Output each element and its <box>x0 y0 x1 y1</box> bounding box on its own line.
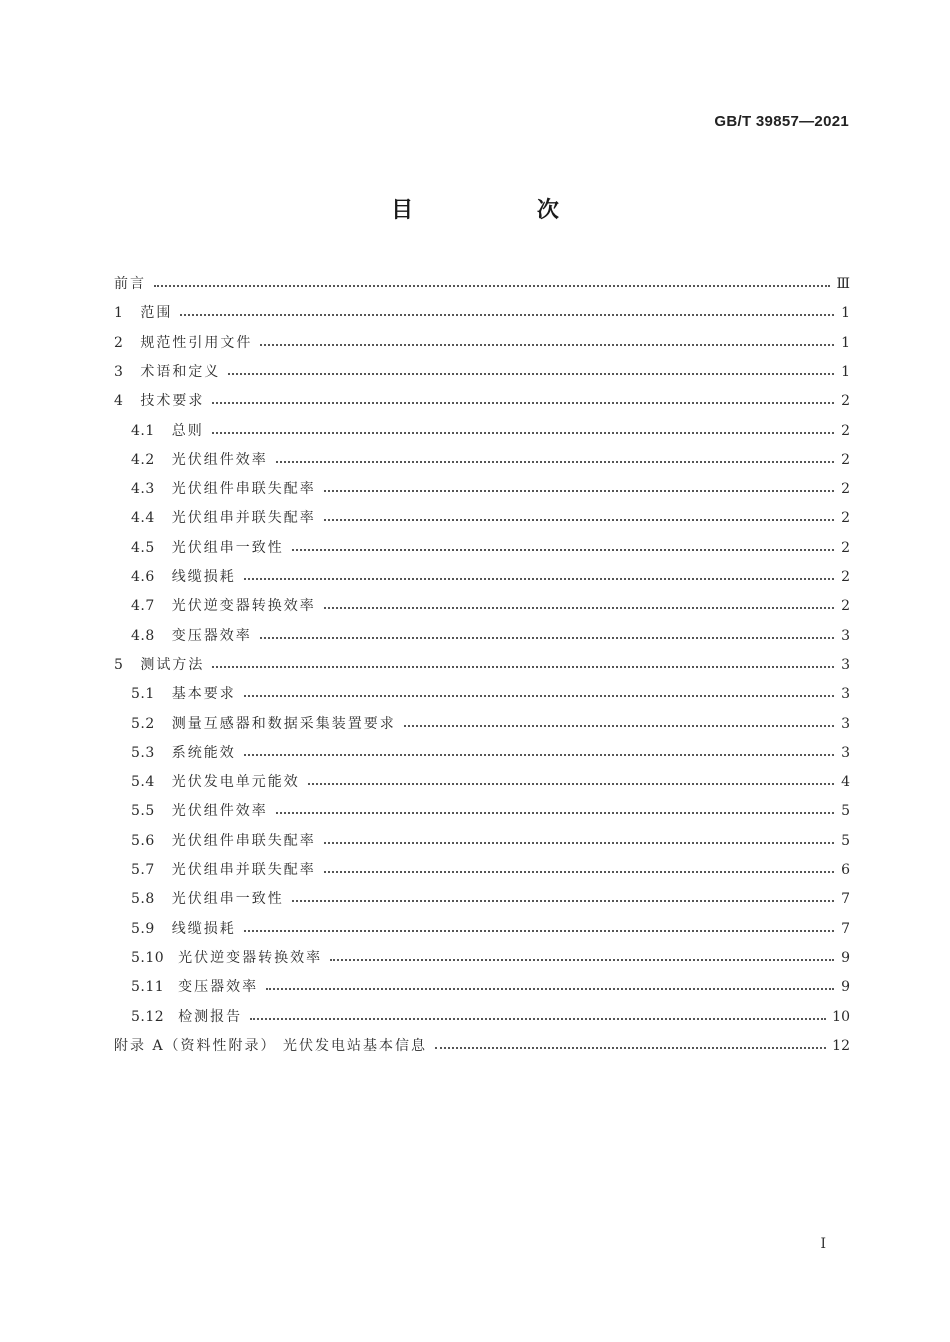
toc-entry-label: 光伏组件效率 <box>171 803 268 820</box>
toc-entry-number: 5.5 <box>131 803 155 820</box>
toc-dot-leader <box>404 710 834 739</box>
toc-entry-page: 1 <box>841 334 850 351</box>
toc-entry-number: 4 <box>114 393 124 410</box>
toc-entry-page: 2 <box>841 422 850 439</box>
toc-entry-number: 5.1 <box>131 686 155 703</box>
toc-entry-page: 2 <box>841 598 850 615</box>
toc-entry-label: 光伏组串并联失配率 <box>171 862 316 878</box>
toc-entry-label: 光伏组串一致性 <box>171 891 284 908</box>
toc-entry[interactable] <box>114 358 850 387</box>
toc-entry-number: 3 <box>114 363 124 380</box>
toc-entry-number: 5.7 <box>131 862 155 878</box>
toc-entry-number: 5.3 <box>131 744 155 761</box>
toc-entry[interactable] <box>131 739 850 768</box>
toc-dot-leader <box>324 827 834 856</box>
toc-entry[interactable] <box>131 827 850 856</box>
standard-number: GB/T 39857—2021 <box>714 113 849 130</box>
toc-entry-number: 5.12 <box>131 1008 165 1025</box>
toc-entry-label: 基本要求 <box>171 686 236 703</box>
toc-entry-number: 5.6 <box>131 832 155 849</box>
toc-entry[interactable] <box>131 915 850 944</box>
toc-entry-number: 5.2 <box>131 715 155 732</box>
toc-entry-page: 3 <box>841 686 850 703</box>
toc-entry-number: 4.1 <box>131 422 155 439</box>
toc-dot-leader <box>244 563 834 592</box>
toc-entry[interactable] <box>114 651 850 680</box>
toc-entry[interactable] <box>131 768 850 797</box>
toc-dot-leader <box>276 446 834 475</box>
toc-dot-leader <box>324 504 834 533</box>
toc-entry-number: 4.3 <box>131 481 155 498</box>
toc-entry[interactable] <box>131 592 850 621</box>
toc-entry[interactable] <box>131 417 850 446</box>
toc-entry-page: 3 <box>841 744 850 761</box>
toc-entry-label: 光伏逆变器转换效率 <box>178 949 323 966</box>
toc-entry-page: 2 <box>841 510 850 527</box>
toc-entry-label: 总则 <box>171 422 204 439</box>
toc-entry[interactable] <box>131 885 850 914</box>
toc-dot-leader <box>154 270 830 299</box>
toc-dot-leader <box>324 592 834 621</box>
toc-entry-number: 5.11 <box>131 979 165 996</box>
toc-dot-leader <box>250 1003 826 1032</box>
toc-entry-label: 范围 <box>140 305 173 322</box>
toc-entry[interactable] <box>131 797 850 826</box>
toc-entry-page: 2 <box>841 393 850 410</box>
toc-entry[interactable] <box>114 1032 850 1061</box>
toc-entry-page: 12 <box>832 1037 850 1054</box>
toc-dot-leader <box>292 534 834 563</box>
toc-entry-page: 7 <box>841 891 850 908</box>
toc-dot-leader <box>244 915 834 944</box>
toc-entry-number: 5.8 <box>131 891 155 908</box>
toc-entry[interactable] <box>131 475 850 504</box>
toc-dot-leader <box>324 856 834 885</box>
toc-dot-leader <box>260 329 834 358</box>
toc-entry-label: 前言 <box>114 276 146 292</box>
toc-dot-leader <box>212 417 834 446</box>
toc-dot-leader <box>212 387 834 416</box>
toc-entry[interactable] <box>114 270 850 299</box>
toc-dot-leader <box>228 358 834 387</box>
toc-entry-label: 光伏组件效率 <box>171 451 268 468</box>
toc-entry-label: 光伏逆变器转换效率 <box>171 598 316 615</box>
toc-dot-leader <box>292 885 834 914</box>
toc-entry-label: 术语和定义 <box>140 363 221 380</box>
toc-entry-page: 1 <box>841 305 850 322</box>
toc-entry-page: 2 <box>841 451 850 468</box>
toc-entry[interactable] <box>131 680 850 709</box>
toc-entry-number: 4.2 <box>131 451 155 468</box>
toc-entry-number: 5 <box>114 656 124 673</box>
toc-entry-label: 附录 A（资料性附录） 光伏发电站基本信息 <box>114 1037 428 1054</box>
toc-dot-leader <box>180 299 834 328</box>
toc-dot-leader <box>276 797 834 826</box>
toc-entry-page: Ⅲ <box>836 276 850 292</box>
toc-entry-number: 2 <box>114 334 124 351</box>
toc-entry[interactable] <box>114 387 850 416</box>
toc-entry-label: 线缆损耗 <box>171 569 236 585</box>
toc-entry-label: 光伏发电单元能效 <box>171 774 300 791</box>
toc-entry[interactable] <box>131 534 850 563</box>
toc-entry-page: 3 <box>841 715 850 732</box>
toc-entry-label: 变压器效率 <box>171 627 252 644</box>
toc-entry[interactable] <box>131 622 850 651</box>
toc-entry-page: 2 <box>841 481 850 498</box>
toc-entry-label: 检测报告 <box>178 1008 243 1025</box>
toc-dot-leader <box>324 475 834 504</box>
toc-entry-page: 2 <box>841 539 850 556</box>
toc-entry-label: 线缆损耗 <box>171 920 236 937</box>
toc-entry-number: 5.10 <box>131 949 165 966</box>
toc-entry-page: 1 <box>841 363 850 380</box>
toc-entry-label: 测量互感器和数据采集装置要求 <box>171 715 396 732</box>
toc-entry-label: 技术要求 <box>140 393 205 410</box>
toc-entry-label: 系统能效 <box>171 744 236 761</box>
toc-entry-page: 10 <box>832 1008 850 1025</box>
toc-entry[interactable] <box>131 973 850 1002</box>
toc-entry-number: 4.7 <box>131 598 155 615</box>
toc-entry-label: 测试方法 <box>140 656 205 673</box>
toc-entry-label: 光伏组件串联失配率 <box>171 481 316 498</box>
toc-entry-number: 4.4 <box>131 510 155 527</box>
toc-entry[interactable] <box>114 329 850 358</box>
toc-entry-number: 4.5 <box>131 539 155 556</box>
toc-dot-leader <box>266 973 834 1002</box>
toc-dot-leader <box>308 768 834 797</box>
toc-dot-leader <box>330 944 834 973</box>
toc-entry[interactable] <box>131 856 850 885</box>
toc-entry-page: 3 <box>841 656 850 673</box>
toc-entry-page: 5 <box>841 803 850 820</box>
toc-entry-label: 光伏组串并联失配率 <box>171 510 316 527</box>
toc-entry[interactable] <box>131 944 850 973</box>
toc-entry-page: 2 <box>841 569 850 585</box>
toc-entry-label: 规范性引用文件 <box>140 334 253 351</box>
toc-entry-label: 光伏组串一致性 <box>171 539 284 556</box>
toc-entry[interactable] <box>131 563 850 592</box>
toc-entry-page: 3 <box>841 627 850 644</box>
page-number: I <box>820 1236 826 1252</box>
toc-entry-page: 7 <box>841 920 850 937</box>
toc-entry[interactable] <box>131 710 850 739</box>
toc-entry-number: 1 <box>114 305 124 322</box>
toc-entry-label: 光伏组件串联失配率 <box>171 832 316 849</box>
toc-entry-page: 9 <box>841 949 850 966</box>
toc-dot-leader <box>244 739 834 768</box>
toc-entry-number: 4.6 <box>131 569 155 585</box>
page-title: 目 次 <box>391 198 617 223</box>
toc-entry-page: 6 <box>841 862 850 878</box>
toc-dot-leader <box>244 680 834 709</box>
toc-entry[interactable] <box>114 299 850 328</box>
toc-dot-leader <box>260 622 834 651</box>
toc-entry-page: 9 <box>841 979 850 996</box>
toc-entry-page: 5 <box>841 832 850 849</box>
toc-entry-number: 5.4 <box>131 774 155 791</box>
toc-entry-number: 4.8 <box>131 627 155 644</box>
toc-entry[interactable] <box>131 446 850 475</box>
toc-entry[interactable] <box>131 1003 850 1032</box>
toc-dot-leader <box>435 1032 826 1061</box>
toc-entry[interactable] <box>131 504 850 533</box>
toc-dot-leader <box>212 651 834 680</box>
toc-entry-label: 变压器效率 <box>178 979 259 996</box>
toc-entry-number: 5.9 <box>131 920 155 937</box>
toc-entry-page: 4 <box>841 774 850 791</box>
